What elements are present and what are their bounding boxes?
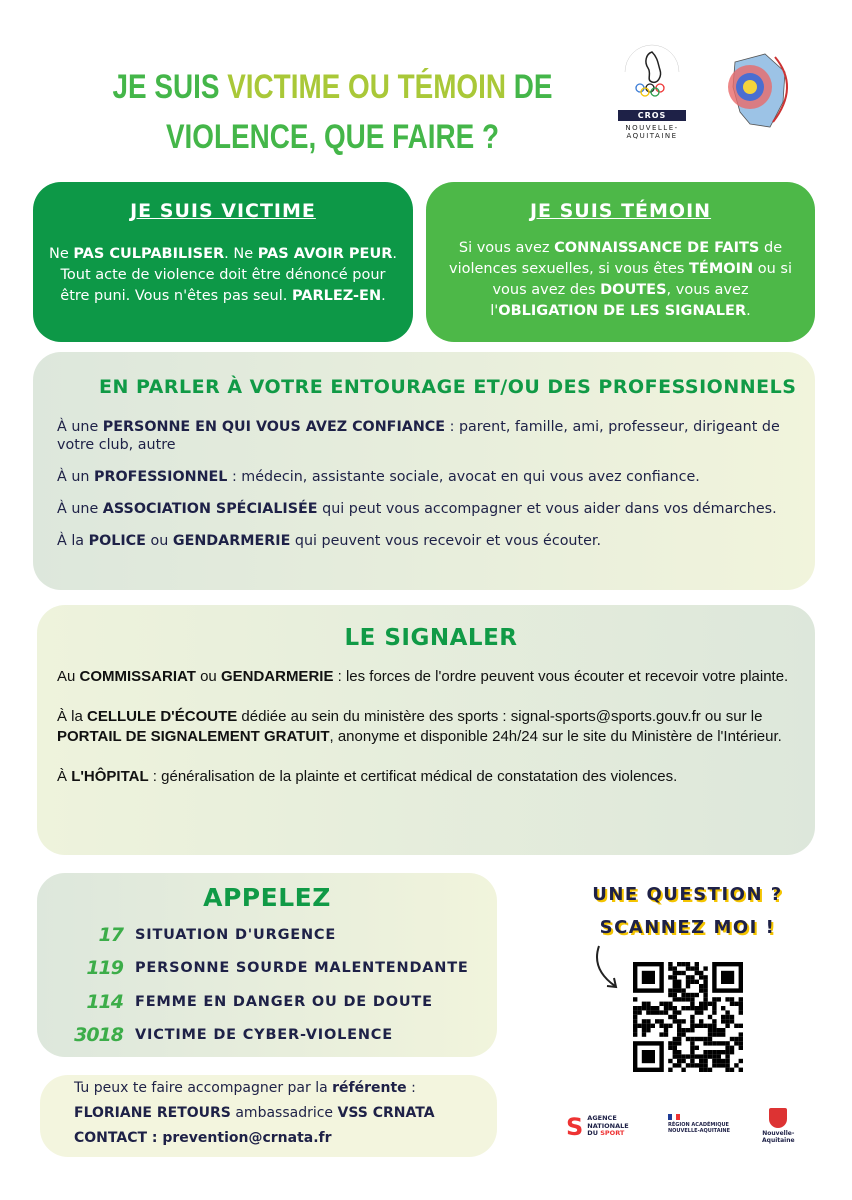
emphasis-text: POLICE <box>88 533 146 549</box>
referente-name: FLORIANE RETOURS <box>74 1105 231 1121</box>
region-text: Nouvelle- <box>762 1130 795 1137</box>
body-text: À la <box>57 708 88 725</box>
parler-list <box>57 418 811 550</box>
crnata-logo <box>705 42 805 142</box>
call-label: VICTIME DE CYBER-VIOLENCE <box>135 1027 393 1044</box>
ans-text: NATIONALE <box>587 1121 629 1130</box>
signaler-list <box>57 667 805 787</box>
signaler-item <box>57 767 805 787</box>
region-shield-icon <box>769 1108 787 1128</box>
region-acad-text: RÉGION ACADÉMIQUE <box>668 1122 729 1128</box>
body-text: : médecin, assistante sociale, avocat en qui vous avez confiance. <box>227 469 700 485</box>
referente-org: VSS CRNATA <box>337 1105 435 1121</box>
parler-item <box>57 532 811 550</box>
call-label: FEMME EN DANGER OU DE DOUTE <box>135 993 433 1010</box>
emphasis-text: PARLEZ-EN <box>291 288 382 304</box>
contact-line <box>74 1126 497 1151</box>
contact-label: CONTACT : <box>74 1130 163 1146</box>
parler-item <box>57 500 811 518</box>
body-text: . Tout acte de violence doit être dénoncé pour être puni. Vous n'êtes pas seul. <box>60 246 397 304</box>
referente-role: ambassadrice <box>230 1105 338 1121</box>
parler-heading: EN PARLER À VOTRE ENTOURAGE ET/OU DES PROFESSIONNELS <box>99 376 797 398</box>
call-label: PERSONNE SOURDE MALENTENDANTE <box>135 960 469 977</box>
cros-sub: AQUITAINE <box>626 132 678 140</box>
emphasis-text: L'HÔPITAL <box>71 768 149 785</box>
body-text: À la <box>57 533 89 549</box>
temoin-heading: JE SUIS TÉMOIN <box>529 200 712 222</box>
body-text: À <box>57 768 72 785</box>
temoin-box <box>426 182 815 342</box>
qr-block <box>585 878 790 944</box>
title-part: DE <box>505 68 553 106</box>
emphasis-text: CELLULE D'ÉCOUTE <box>87 708 238 725</box>
body-text: ou <box>145 533 173 549</box>
emphasis-text: PERSONNE EN QUI VOUS AVEZ CONFIANCE <box>102 419 446 435</box>
emphasis-text: COMMISSARIAT <box>79 668 196 685</box>
call-item <box>47 952 497 986</box>
victime-box <box>33 182 413 342</box>
ans-text: SPORT <box>600 1129 625 1137</box>
ans-logo <box>566 1115 629 1139</box>
body-text: : généralisation de la plainte et certificat médical de constatation des violences. <box>148 768 678 785</box>
body-text: . <box>746 303 751 319</box>
ans-text: AGENCE <box>587 1114 617 1122</box>
cros-badge: CROS <box>618 110 686 121</box>
title-line1 <box>109 62 556 112</box>
emphasis-text: PROFESSIONNEL <box>94 469 228 485</box>
body-text: qui peut vous accompagner et vous aider dans vos démarches. <box>317 501 777 517</box>
referente-section <box>40 1075 497 1157</box>
emphasis-text: TÉMOIN <box>689 261 754 277</box>
title-line2: VIOLENCE, QUE FAIRE ? <box>165 118 500 156</box>
referente-label: référente <box>332 1080 407 1096</box>
emphasis-text: PAS AVOIR PEUR <box>257 246 393 262</box>
temoin-text <box>440 238 801 322</box>
body-text: Au <box>57 668 80 685</box>
call-list <box>47 918 497 1052</box>
signaler-heading: LE SIGNALER <box>344 625 518 651</box>
region-academique-logo <box>668 1114 730 1134</box>
parler-item <box>57 418 811 454</box>
title-highlight: VICTIME OU TÉMOIN <box>227 68 506 106</box>
region-text: Aquitaine <box>762 1137 795 1144</box>
signaler-section <box>37 605 815 855</box>
victime-text <box>47 244 399 307</box>
archery-target-map-icon <box>705 42 805 142</box>
emphasis-text: GENDARMERIE <box>220 668 334 685</box>
arrow-icon <box>593 944 623 994</box>
referente-name-line <box>74 1101 497 1126</box>
body-text: ou si vous avez des <box>492 261 792 298</box>
cros-sub: NOUVELLE- <box>625 124 679 132</box>
body-text: . <box>381 288 386 304</box>
parler-item <box>57 468 811 486</box>
body-text: : parent, famille, ami, professeur, dirigeant de votre club, autre <box>57 419 780 453</box>
body-text: , anonyme et disponible 24h/24 sur le site du Ministère de l'Intérieur. <box>329 728 782 745</box>
victime-heading: JE SUIS VICTIME <box>130 200 316 222</box>
emphasis-text: PORTAIL DE SIGNALEMENT GRATUIT <box>57 728 330 745</box>
page-title <box>60 62 605 164</box>
body-text: . Ne <box>224 246 258 262</box>
emphasis-text: CONNAISSANCE DE FAITS <box>554 240 760 256</box>
phone-number[interactable]: 114 <box>86 990 123 1013</box>
referente-text: Tu peux te faire accompagner par la <box>74 1080 333 1096</box>
phone-number[interactable]: 17 <box>98 923 123 946</box>
referente-text: : <box>406 1080 416 1096</box>
phone-number[interactable]: 119 <box>86 957 123 980</box>
emphasis-text: DOUTES <box>600 282 667 298</box>
referente-line <box>74 1076 497 1101</box>
body-text: Si vous avez <box>458 240 555 256</box>
qr-question: UNE QUESTION ? <box>592 884 783 905</box>
body-text: dédiée au sein du ministère des sports : signal-sports@sports.gouv.fr ou sur le <box>237 708 763 725</box>
phone-number[interactable]: 3018 <box>74 1024 123 1047</box>
call-item <box>47 918 497 952</box>
ans-s-icon: S <box>566 1113 584 1141</box>
body-text: qui peuvent vous recevoir et vous écouter. <box>290 533 602 549</box>
body-text: ou <box>195 668 221 685</box>
qr-scan: SCANNEZ MOI ! <box>599 917 776 938</box>
signaler-item <box>57 707 805 747</box>
title-part: JE SUIS <box>112 68 228 106</box>
contact-email-link[interactable]: prevention@crnata.fr <box>162 1130 332 1146</box>
appelez-heading: APPELEZ <box>203 883 331 912</box>
emphasis-text: ASSOCIATION SPÉCIALISÉE <box>102 501 318 517</box>
body-text: , vous avez l' <box>490 282 749 319</box>
signaler-item <box>57 667 805 687</box>
call-item <box>47 985 497 1019</box>
appelez-section <box>37 873 497 1057</box>
body-text: Ne <box>48 246 74 262</box>
call-item <box>47 1019 497 1053</box>
cros-logo <box>612 38 692 143</box>
call-label: SITUATION D'URGENCE <box>135 926 337 943</box>
body-text: de violences sexuelles, si vous êtes <box>449 240 783 277</box>
french-flag-icon <box>668 1114 680 1120</box>
body-text: : les forces de l'ordre peuvent vous écouter et recevoir votre plainte. <box>333 668 789 685</box>
qr-code[interactable] <box>633 962 743 1072</box>
ans-text: DU <box>587 1129 601 1137</box>
rooster-rings-icon <box>617 38 687 106</box>
emphasis-text: PAS CULPABILISER <box>73 246 225 262</box>
body-text: À une <box>57 501 103 517</box>
emphasis-text: OBLIGATION DE LES SIGNALER <box>498 303 747 319</box>
region-logo <box>762 1108 795 1144</box>
body-text: À un <box>57 469 94 485</box>
emphasis-text: GENDARMERIE <box>172 533 291 549</box>
body-text: À une <box>57 419 103 435</box>
parler-section <box>33 352 815 590</box>
region-acad-text: NOUVELLE-AQUITAINE <box>668 1128 731 1134</box>
